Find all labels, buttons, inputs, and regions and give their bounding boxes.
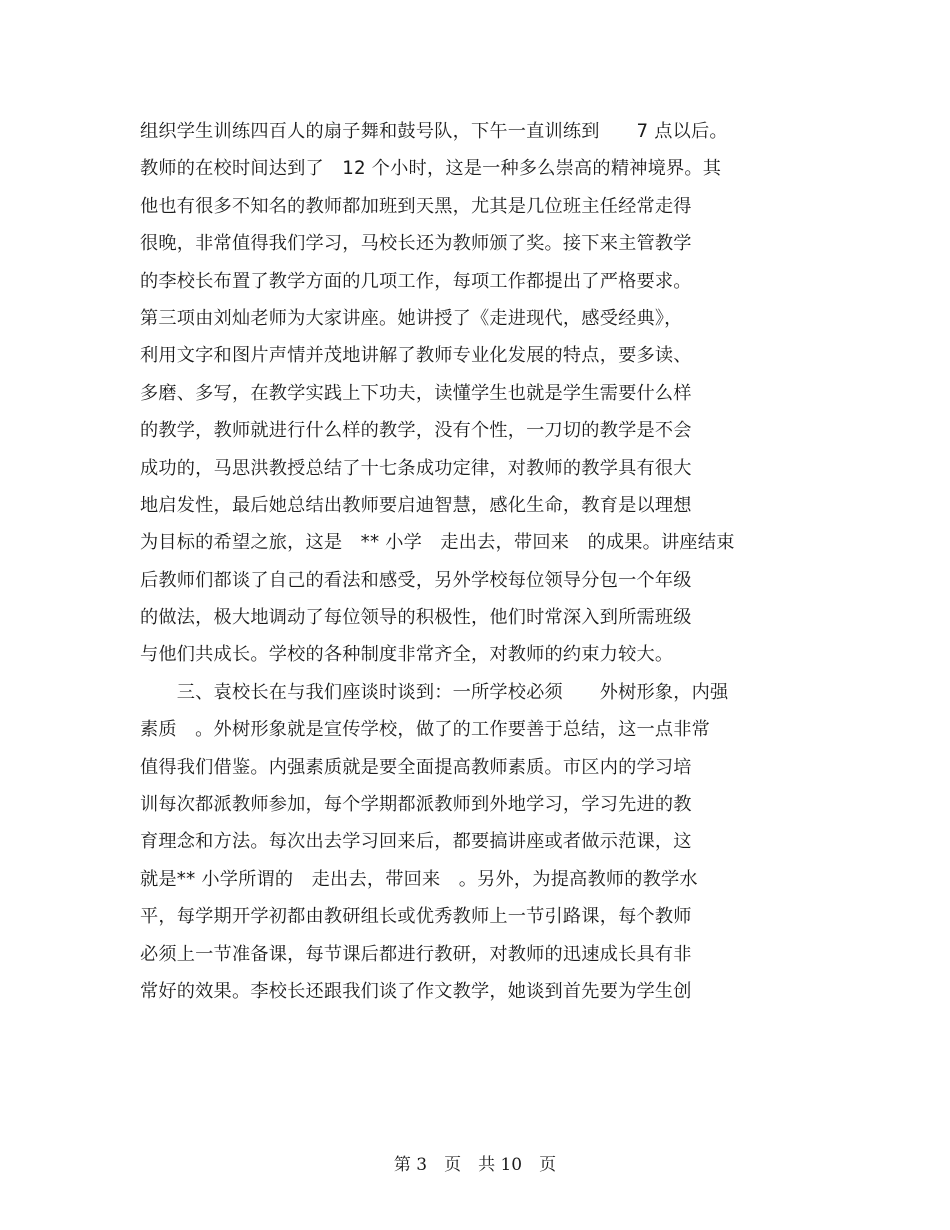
text-line: 的做法，极大地调动了每位领导的积极性，他们时常深入到所需班级: [140, 607, 692, 629]
text-line: 平，每学期开学初都由教研组长或优秀教师上一节引路课，每个教师: [140, 906, 692, 928]
text-line: 多磨、多写，在教学实践上下功夫，读懂学生也就是学生需要什么样: [140, 382, 692, 404]
text-line: 必须上一节准备课，每节课后都进行教研，对教师的迅速成长具有非: [140, 943, 692, 965]
text-line: 第三项由刘灿老师为大家讲座。她讲授了《走进现代，感受经典》，: [140, 307, 683, 329]
text-line: 的教学，教师就进行什么样的教学，没有个性，一刀切的教学是不会: [140, 420, 692, 442]
page-number-footer: 第 3 页 共 10 页: [393, 1155, 557, 1175]
text-line: 为目标的希望之旅，这是 ** 小学 走出去，带回来 的成果。讲座结束: [140, 532, 735, 554]
text-line: 教师的在校时间达到了 12 个小时，这是一种多么崇高的精神境界。其: [140, 158, 722, 180]
text-line: 育理念和方法。每次出去学习回来后，都要搞讲座或者做示范课，这: [140, 831, 692, 853]
body-text: [140, 113, 820, 1010]
text-line: 与他们共成长。学校的各种制度非常齐全，对教师的约束力较大。: [140, 644, 674, 666]
text-line: 值得我们借鉴。内强素质就是要全面提高教师素质。市区内的学习培: [140, 756, 692, 778]
text-line: 三、袁校长在与我们座谈时谈到：一所学校必须 外树形象，内强: [140, 681, 729, 703]
text-line: 组织学生训练四百人的扇子舞和鼓号队，下午一直训练到 7 点以后。: [140, 121, 728, 142]
text-line: 地启发性，最后她总结出教师要启迪智慧，感化生命，教育是以理想: [140, 494, 692, 516]
text-line: 成功的，马思洪教授总结了十七条成功定律，对教师的教学具有很大: [140, 457, 692, 479]
text-line: 常好的效果。李校长还跟我们谈了作文教学，她谈到首先要为学生创: [140, 980, 692, 1002]
text-line: 后教师们都谈了自己的看法和感受，另外学校每位领导分包一个年级: [140, 569, 692, 591]
text-line: 就是** 小学所谓的 走出去，带回来 。另外，为提高教师的教学水: [140, 868, 698, 890]
text-line: 很晚，非常值得我们学习，马校长还为教师颁了奖。接下来主管教学: [140, 233, 692, 255]
text-line: 利用文字和图片声情并茂地讲解了教师专业化发展的特点，要多读、: [140, 345, 692, 367]
text-line: 他也有很多不知名的教师都加班到天黑，尤其是几位班主任经常走得: [140, 195, 692, 217]
text-line: 的李校长布置了教学方面的几项工作，每项工作都提出了严格要求。: [140, 270, 692, 292]
text-line: 训每次都派教师参加，每个学期都派教师到外地学习，学习先进的教: [140, 794, 692, 816]
text-line: 素质 。外树形象就是宣传学校，做了的工作要善于总结，这一点非常: [140, 719, 711, 741]
